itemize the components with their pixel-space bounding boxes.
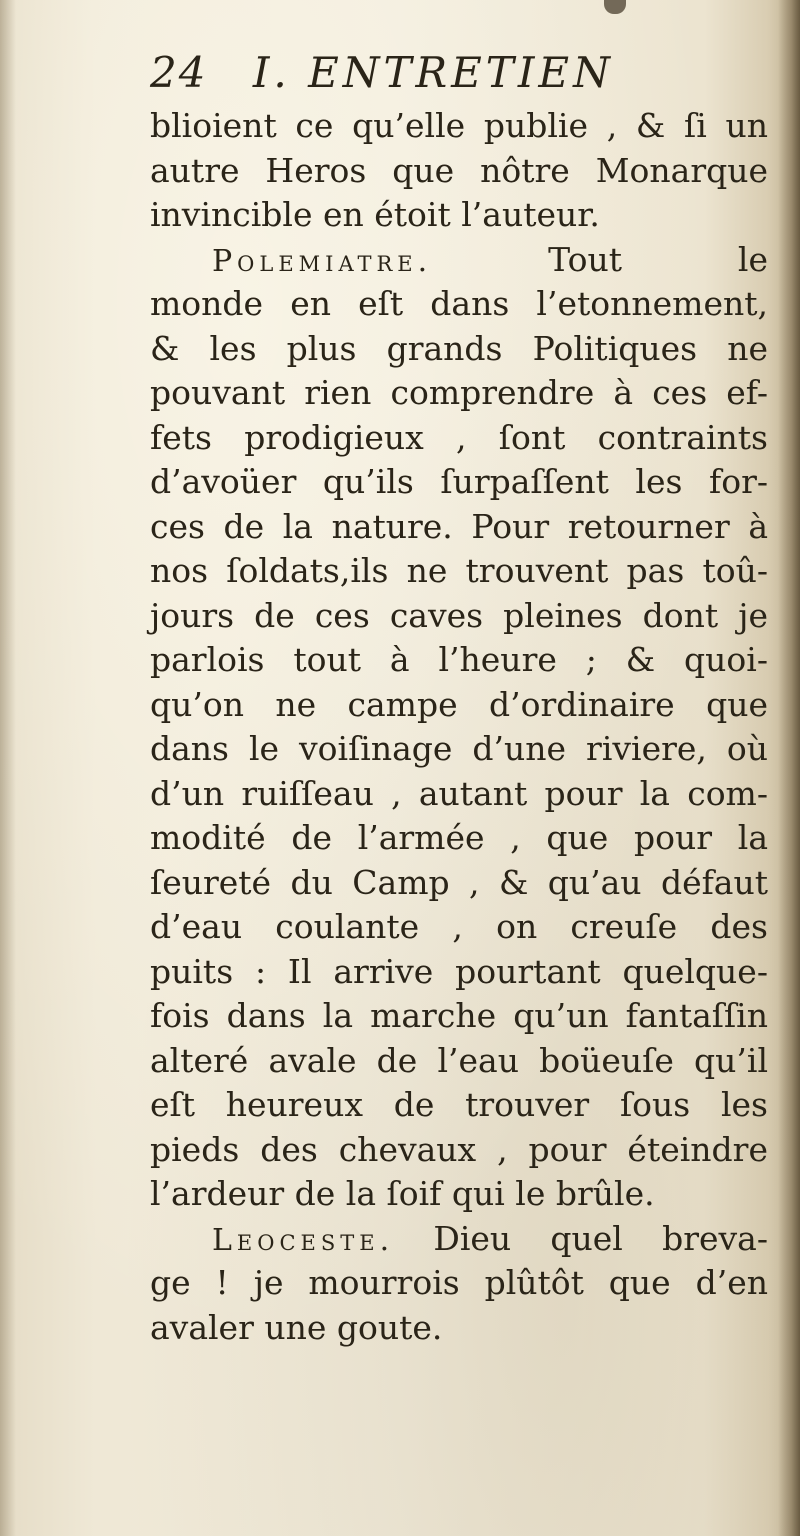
page-header bbox=[150, 48, 768, 104]
text-line: d’un ruiſſeau , autant pour la com- bbox=[150, 773, 768, 813]
page-left-edge bbox=[0, 0, 16, 1536]
speaker-line-leoceste: Leoceste. Dieu quel breva- bbox=[212, 1218, 768, 1258]
binding-gutter-shadow bbox=[778, 0, 800, 1536]
text-line: ſeureté du Camp , & qu’au défaut bbox=[150, 862, 768, 902]
text-line: & les plus grands Politiques ne bbox=[150, 328, 768, 368]
text-line: eſt heureux de trouver ſous les bbox=[150, 1085, 768, 1124]
text-line: fois dans la marche qu’un fantaſſin bbox=[150, 996, 768, 1035]
speaker-line-polemiatre: Polemiatre. Tout le bbox=[212, 239, 768, 279]
text-line: alteré avale de l’eau boüeuſe qu’il bbox=[150, 1040, 768, 1080]
text-line: avaler une goute. bbox=[150, 1307, 443, 1347]
page-number: 24 bbox=[150, 48, 208, 97]
text-line: autre Heros que nôtre Monarque bbox=[150, 150, 768, 190]
speaker-name: Polemiatre. bbox=[212, 243, 433, 279]
running-head: I. ENTRETIEN bbox=[252, 48, 614, 97]
text-line: qu’on ne campe d’ordinaire que bbox=[150, 684, 768, 724]
text-line: monde en eſt dans l’etonnement, bbox=[150, 284, 768, 323]
text-line: nos ſoldats,ils ne trouvent pas toû- bbox=[150, 551, 768, 590]
page-text-block bbox=[150, 48, 768, 1350]
text-line: jours de ces caves pleines dont je bbox=[150, 595, 768, 635]
text-line: l’ardeur de la ſoif qui le brûle. bbox=[150, 1174, 655, 1213]
text-line: blioient ce qu’elle publie , & ſi un bbox=[150, 106, 768, 145]
text-line: pouvant rien comprendre à ces ef- bbox=[150, 373, 768, 412]
speaker-name: Leoceste. bbox=[212, 1222, 395, 1258]
text-line: puits : Il arrive pourtant quelque- bbox=[150, 951, 768, 991]
text-line: invincible en étoit l’auteur. bbox=[150, 195, 600, 234]
text-line: ge ! je mourrois plûtôt que d’en bbox=[150, 1263, 768, 1302]
text-line: modité de l’armée , que pour la bbox=[150, 818, 768, 857]
text-line: parlois tout à l’heure ; & quoi- bbox=[150, 640, 768, 679]
text-line: ces de la nature. Pour retourner à bbox=[150, 506, 768, 546]
text-line: d’avoüer qu’ils ſurpaſſent les for- bbox=[150, 462, 768, 501]
text-line: fets prodigieux , ſont contraints bbox=[150, 417, 768, 457]
text-line: d’eau coulante , on creuſe des bbox=[150, 907, 768, 946]
text-line: pieds des chevaux , pour éteindre bbox=[150, 1129, 768, 1169]
ink-blot-mark bbox=[604, 0, 626, 14]
text-line: dans le voiſinage d’une riviere, où bbox=[150, 729, 768, 768]
